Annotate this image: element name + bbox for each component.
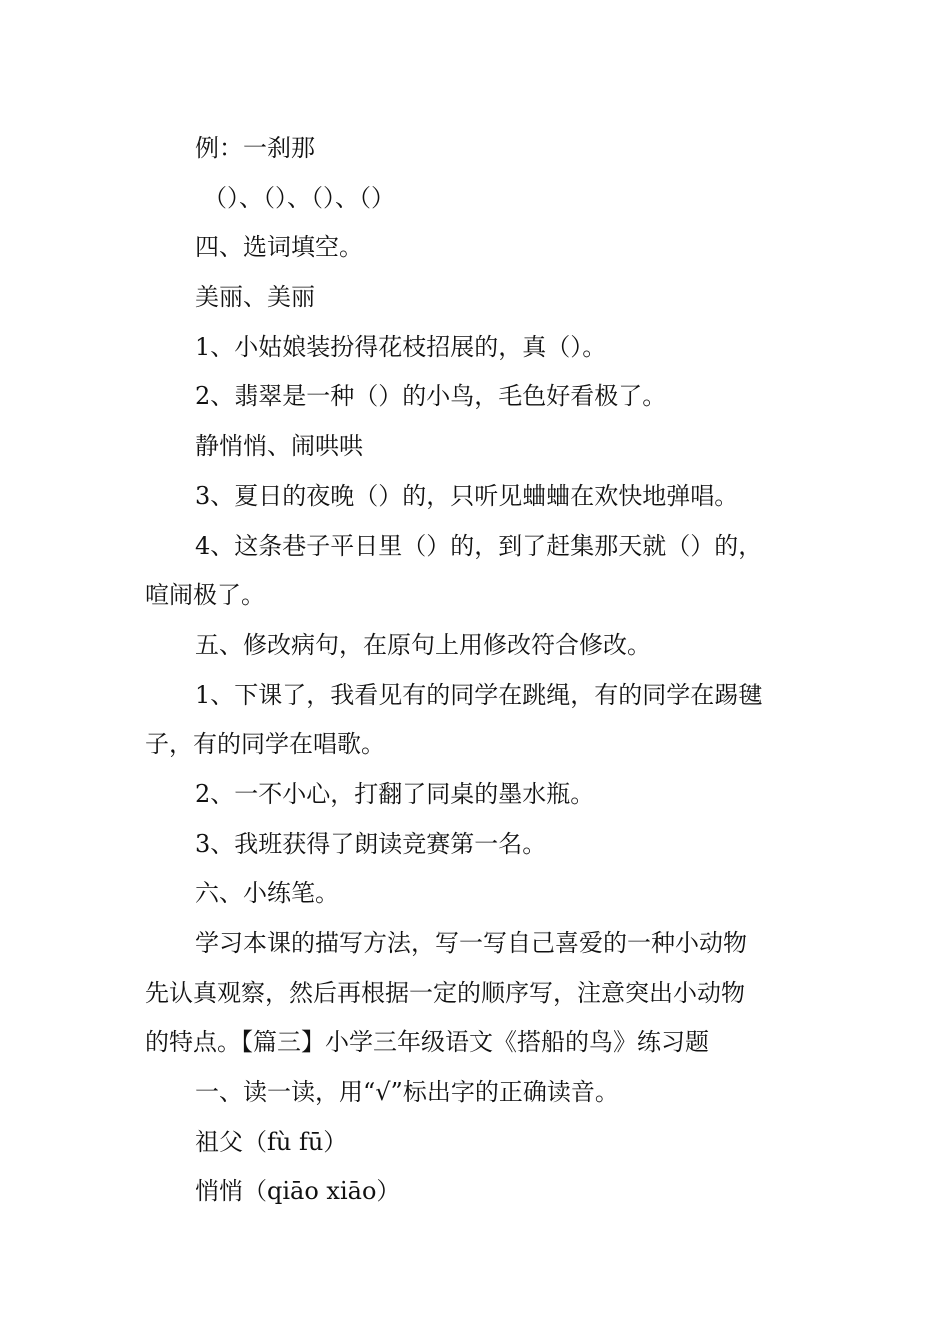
word-choice-pair-1: 美丽、美丽 (195, 283, 315, 312)
paragraph-line: 先认真观察，然后再根据一定的顺序写，注意突出小动物 (145, 978, 745, 1007)
word-choice-pair-2: 静悄悄、闹哄哄 (195, 432, 363, 461)
question-item-continued: 喧闹极了。 (145, 581, 265, 610)
paragraph-line: 学习本课的描写方法，写一写自己喜爱的一种小动物 (195, 929, 747, 957)
sentence-item-continued: 子，有的同学在唱歌。 (145, 730, 385, 759)
section-four-heading: 四、选词填空。 (195, 233, 363, 262)
document-page (145, 124, 807, 1217)
sentence-item: 3、我班获得了朗读竞赛第一名。 (195, 829, 547, 858)
sentence-item: 2、一不小心，打翻了同桌的墨水瓶。 (195, 779, 595, 808)
question-item: 2、翡翠是一种（）的小鸟，毛色好看极了。 (195, 382, 667, 411)
paragraph-line: 的特点。【篇三】小学三年级语文《搭船的鸟》练习题 (145, 1028, 709, 1057)
section-five-heading: 五、修改病句，在原句上用修改符合修改。 (195, 630, 651, 659)
pinyin-item: 祖父（fù fū） (195, 1127, 348, 1156)
blanks-line: （）、（）、（）、（） (203, 183, 395, 212)
question-item: 3、夏日的夜晚（）的，只听见蛐蛐在欢快地弹唱。 (195, 481, 739, 510)
question-item: 4、这条巷子平日里（）的，到了赶集那天就（）的， (195, 531, 763, 560)
section-one-heading: 一、读一读，用“√”标出字的正确读音。 (195, 1078, 619, 1107)
pinyin-item: 悄悄（qiāo xiāo） (195, 1177, 401, 1206)
sentence-item: 1、下课了，我看见有的同学在跳绳，有的同学在踢毽 (195, 680, 763, 709)
question-item: 1、小姑娘装扮得花枝招展的，真（）。 (195, 332, 607, 361)
example-line: 例：一刹那 (195, 134, 315, 162)
section-six-heading: 六、小练笔。 (195, 879, 339, 908)
